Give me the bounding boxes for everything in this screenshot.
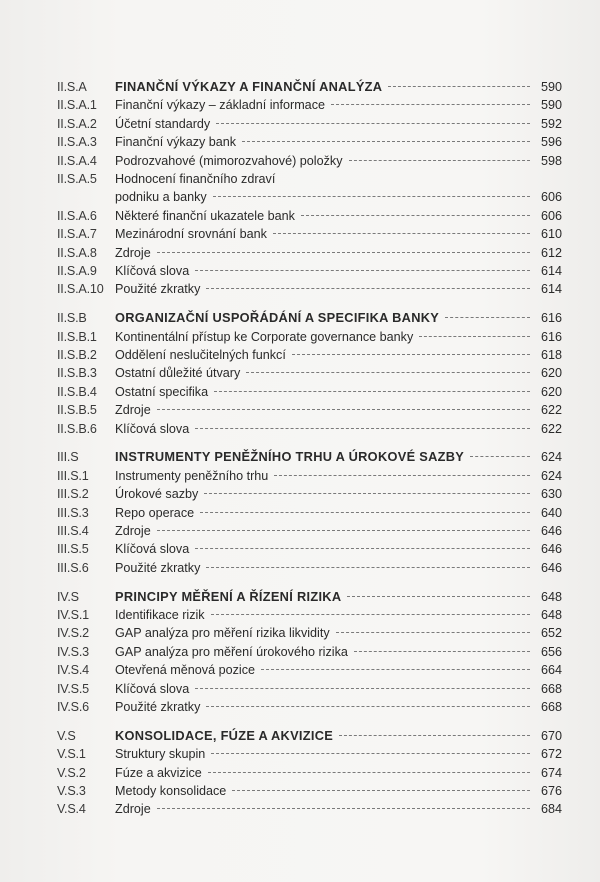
entry-body [115, 448, 562, 466]
entry-page-number: 646 [540, 542, 562, 557]
entry-title: Repo operace [115, 505, 195, 520]
entry-page-number: 624 [540, 450, 562, 465]
dot-leader [195, 688, 530, 689]
toc-entry [57, 467, 562, 485]
entry-body [115, 309, 562, 327]
entry-page-number: 596 [540, 135, 562, 150]
entry-code: II.S.B.6 [57, 421, 97, 436]
entry-title: Finanční výkazy bank [115, 135, 237, 150]
entry-body [115, 96, 562, 114]
entry-body [115, 207, 562, 225]
entry-page-number: 616 [540, 329, 562, 344]
entry-code: II.S.A.6 [57, 208, 97, 223]
toc-entry [57, 383, 562, 401]
entry-page-number: 620 [540, 384, 562, 399]
toc-entry [57, 745, 562, 763]
entry-page-number: 652 [540, 626, 562, 641]
entry-page-number: 656 [540, 644, 562, 659]
dot-leader [214, 391, 530, 392]
entry-body [115, 661, 562, 679]
entry-page-number: 618 [540, 347, 562, 362]
dot-leader [331, 104, 530, 105]
entry-body [115, 225, 562, 243]
entry-page-number: 668 [540, 700, 562, 714]
entry-page-number: 668 [540, 681, 562, 696]
dot-leader [211, 614, 530, 615]
entry-title: PRINCIPY MĚŘENÍ A ŘÍZENÍ RIZIKA [115, 588, 342, 604]
entry-title: Otevřená měnová pozice [115, 663, 256, 678]
dot-leader [157, 808, 530, 809]
toc-entry [57, 364, 562, 382]
dot-leader [301, 215, 530, 216]
dot-leader [336, 632, 530, 633]
entry-code: II.S.B.5 [57, 403, 97, 418]
toc-entry [57, 485, 562, 503]
dot-leader [388, 86, 530, 87]
dot-leader [195, 548, 530, 549]
entry-code: II.S.A.1 [57, 98, 97, 113]
dot-leader [195, 428, 530, 429]
dot-leader [208, 772, 530, 773]
toc-entry [57, 504, 562, 522]
dot-leader [232, 790, 530, 791]
dot-leader [349, 160, 531, 161]
entry-code: II.S.A.2 [57, 116, 97, 131]
dot-leader [419, 336, 530, 337]
entry-page-number: 624 [540, 468, 562, 483]
dot-leader [216, 123, 530, 124]
entry-page-number: 614 [540, 282, 562, 297]
entry-code: IV.S.3 [57, 644, 89, 659]
entry-body [115, 401, 562, 419]
entry-code: III.S.5 [57, 542, 89, 557]
entry-code: II.S.A.10 [57, 282, 104, 297]
toc-entry [57, 420, 562, 438]
toc-entry [57, 207, 562, 225]
entry-body [115, 698, 562, 716]
toc-entry [57, 680, 562, 698]
dot-leader [242, 141, 530, 142]
entry-code: II.S.A.8 [57, 245, 97, 260]
entry-body [115, 606, 562, 624]
entry-title: Použité zkratky [115, 700, 201, 714]
dot-leader [195, 270, 530, 271]
entry-page-number: 620 [540, 366, 562, 381]
toc-section [57, 588, 562, 717]
entry-code: II.S.B.3 [57, 366, 97, 381]
entry-title: Identifikace rizik [115, 608, 205, 623]
entry-code: II.S.A.5 [57, 171, 97, 186]
toc-entry [57, 244, 562, 262]
entry-body [115, 782, 562, 800]
dot-leader [157, 252, 530, 253]
dot-leader [445, 317, 530, 318]
entry-code: III.S.2 [57, 487, 89, 502]
dot-leader [157, 409, 530, 410]
toc-section [57, 727, 562, 819]
entry-page-number: 622 [540, 421, 562, 436]
entry-page-number: 606 [540, 208, 562, 223]
entry-title: Klíčová slova [115, 681, 190, 696]
toc-entry [57, 606, 562, 624]
entry-page-number: 590 [540, 98, 562, 113]
entry-code: II.S.A.4 [57, 153, 97, 168]
entry-title: podniku a banky [115, 190, 207, 205]
dot-leader [206, 567, 530, 568]
entry-title: Instrumenty peněžního trhu [115, 468, 269, 483]
entry-title: Úrokové sazby [115, 487, 199, 502]
entry-title: Použité zkratky [115, 560, 201, 575]
toc-section [57, 448, 562, 577]
entry-body [115, 383, 562, 401]
entry-title: Metody konsolidace [115, 784, 227, 799]
entry-page-number: 616 [540, 311, 562, 326]
entry-title: Ostatní specifika [115, 384, 209, 399]
entry-body [115, 467, 562, 485]
entry-body [115, 346, 562, 364]
entry-body [115, 745, 562, 763]
entry-body [115, 559, 562, 577]
toc-section [57, 309, 562, 438]
entry-page-number: 590 [540, 80, 562, 94]
entry-title: ORGANIZAČNÍ USPOŘÁDÁNÍ A SPECIFIKA BANKY [115, 310, 440, 326]
entry-code: III.S.3 [57, 505, 89, 520]
entry-code: III.S.1 [57, 468, 89, 483]
entry-code: III.S.4 [57, 523, 89, 538]
entry-body [115, 504, 562, 522]
entry-title: Zdroje [115, 802, 151, 817]
section-heading [57, 78, 562, 96]
entry-title: INSTRUMENTY PENĚŽNÍHO TRHU A ÚROKOVÉ SAZBY [115, 449, 465, 465]
dot-leader [200, 512, 530, 513]
entry-body [115, 540, 562, 558]
entry-page-number: 674 [540, 765, 562, 780]
section-heading [57, 727, 562, 745]
entry-code: IV.S.2 [57, 626, 89, 641]
entry-body [115, 680, 562, 698]
table-of-contents [57, 78, 562, 829]
toc-entry [57, 643, 562, 661]
entry-title: KONSOLIDACE, FÚZE A AKVIZICE [115, 727, 334, 743]
entry-title: Použité zkratky [115, 282, 201, 297]
entry-page-number: 612 [540, 245, 562, 260]
entry-page-number: 640 [540, 505, 562, 520]
entry-code: II.S.B.1 [57, 329, 97, 344]
section-heading [57, 448, 562, 466]
dot-leader [347, 596, 530, 597]
entry-code: IV.S.5 [57, 681, 89, 696]
dot-leader [354, 651, 530, 652]
entry-page-number: 630 [540, 487, 562, 502]
entry-body [115, 624, 562, 642]
section-heading [57, 309, 562, 327]
entry-title: Účetní standardy [115, 116, 211, 131]
section-heading [57, 588, 562, 606]
entry-body [115, 262, 562, 280]
dot-leader [206, 288, 530, 289]
entry-title: Kontinentální přístup ke Corporate governance banky [115, 329, 414, 344]
toc-entry [57, 559, 562, 577]
dot-leader [273, 233, 530, 234]
toc-entry [57, 152, 562, 170]
dot-leader [157, 530, 530, 531]
entry-page-number: 622 [540, 403, 562, 418]
entry-title: Fúze a akvizice [115, 765, 202, 780]
entry-body [115, 328, 562, 346]
entry-code: II.S.A.7 [57, 227, 97, 242]
toc-entry [57, 401, 562, 419]
entry-page-number: 606 [540, 190, 562, 205]
entry-code: II.S.A [57, 80, 87, 94]
entry-page-number: 646 [540, 560, 562, 575]
entry-page-number: 676 [540, 784, 562, 799]
toc-entry [57, 782, 562, 800]
entry-page-number: 684 [540, 802, 562, 817]
dot-leader [292, 354, 530, 355]
entry-code: II.S.B [57, 311, 87, 326]
toc-entry [57, 522, 562, 540]
entry-code: IV.S.4 [57, 663, 89, 678]
entry-code: II.S.A.3 [57, 135, 97, 150]
entry-page-number: 598 [540, 153, 562, 168]
entry-code: III.S.6 [57, 560, 89, 575]
entry-body [115, 727, 562, 745]
entry-page-number: 648 [540, 608, 562, 623]
entry-code: IV.S.6 [57, 700, 89, 714]
entry-title: Zdroje [115, 403, 151, 418]
entry-title: Některé finanční ukazatele bank [115, 208, 295, 223]
toc-entry [57, 133, 562, 151]
toc-section [57, 78, 562, 299]
entry-title: Struktury skupin [115, 747, 206, 762]
entry-title: Podrozvahové (mimorozvahové) položky [115, 153, 343, 168]
dot-leader [274, 475, 530, 476]
toc-entry [57, 800, 562, 818]
entry-title: FINANČNÍ VÝKAZY A FINANČNÍ ANALÝZA [115, 79, 383, 94]
toc-entry [57, 115, 562, 133]
entry-body [115, 152, 562, 170]
entry-body [115, 188, 562, 206]
toc-entry [57, 225, 562, 243]
entry-body [115, 588, 562, 606]
dot-leader [246, 372, 530, 373]
entry-code: IV.S.1 [57, 608, 89, 623]
entry-title: Oddělení neslučitelných funkcí [115, 347, 286, 362]
entry-body [115, 78, 562, 96]
entry-code: II.S.B.2 [57, 347, 97, 362]
entry-body [115, 420, 562, 438]
entry-title: GAP analýza pro měření úrokového rizika [115, 644, 348, 659]
entry-code: IV.S [57, 589, 79, 604]
entry-body [115, 764, 562, 782]
toc-entry [57, 346, 562, 364]
entry-title: Hodnocení finančního zdraví [115, 171, 276, 186]
entry-title: Klíčová slova [115, 263, 190, 278]
dot-leader [206, 706, 530, 707]
entry-title: Finanční výkazy – základní informace [115, 98, 325, 113]
entry-body [115, 643, 562, 661]
toc-entry [57, 170, 562, 188]
entry-body [115, 170, 562, 188]
toc-entry [57, 262, 562, 280]
entry-body [115, 800, 562, 818]
entry-code: II.S.A.9 [57, 263, 97, 278]
entry-page-number: 592 [540, 116, 562, 131]
toc-entry [57, 764, 562, 782]
entry-title: Klíčová slova [115, 542, 190, 557]
entry-body [115, 522, 562, 540]
toc-entry [57, 698, 562, 716]
entry-body [115, 133, 562, 151]
toc-entry-continuation [57, 188, 562, 206]
entry-page-number: 648 [540, 589, 562, 604]
entry-page-number: 672 [540, 747, 562, 762]
entry-page-number: 670 [540, 728, 562, 743]
dot-leader [213, 196, 530, 197]
entry-body [115, 115, 562, 133]
entry-code: V.S.2 [57, 765, 86, 780]
entry-body [115, 244, 562, 262]
entry-title: Ostatní důležité útvary [115, 366, 241, 381]
entry-code: V.S.3 [57, 784, 86, 799]
entry-page-number: 610 [540, 227, 562, 242]
dot-leader [211, 753, 530, 754]
dot-leader [204, 493, 530, 494]
entry-code: III.S [57, 450, 79, 465]
entry-code: V.S.4 [57, 802, 86, 817]
dot-leader [339, 735, 530, 736]
entry-body [115, 280, 562, 298]
entry-title: Zdroje [115, 523, 151, 538]
entry-title: Klíčová slova [115, 421, 190, 436]
entry-code: V.S [57, 728, 76, 743]
entry-title: GAP analýza pro měření rizika likvidity [115, 626, 330, 641]
toc-entry [57, 624, 562, 642]
dot-leader [261, 669, 530, 670]
entry-title: Mezinárodní srovnání bank [115, 227, 267, 242]
toc-entry [57, 540, 562, 558]
entry-body [115, 364, 562, 382]
toc-entry [57, 328, 562, 346]
entry-page-number: 646 [540, 523, 562, 538]
entry-code: V.S.1 [57, 747, 86, 762]
entry-code: II.S.B.4 [57, 384, 97, 399]
dot-leader [470, 456, 530, 457]
entry-page-number: 614 [540, 263, 562, 278]
entry-title: Zdroje [115, 245, 151, 260]
toc-entry [57, 96, 562, 114]
toc-entry [57, 661, 562, 679]
toc-entry [57, 280, 562, 298]
entry-body [115, 485, 562, 503]
entry-page-number: 664 [540, 663, 562, 678]
